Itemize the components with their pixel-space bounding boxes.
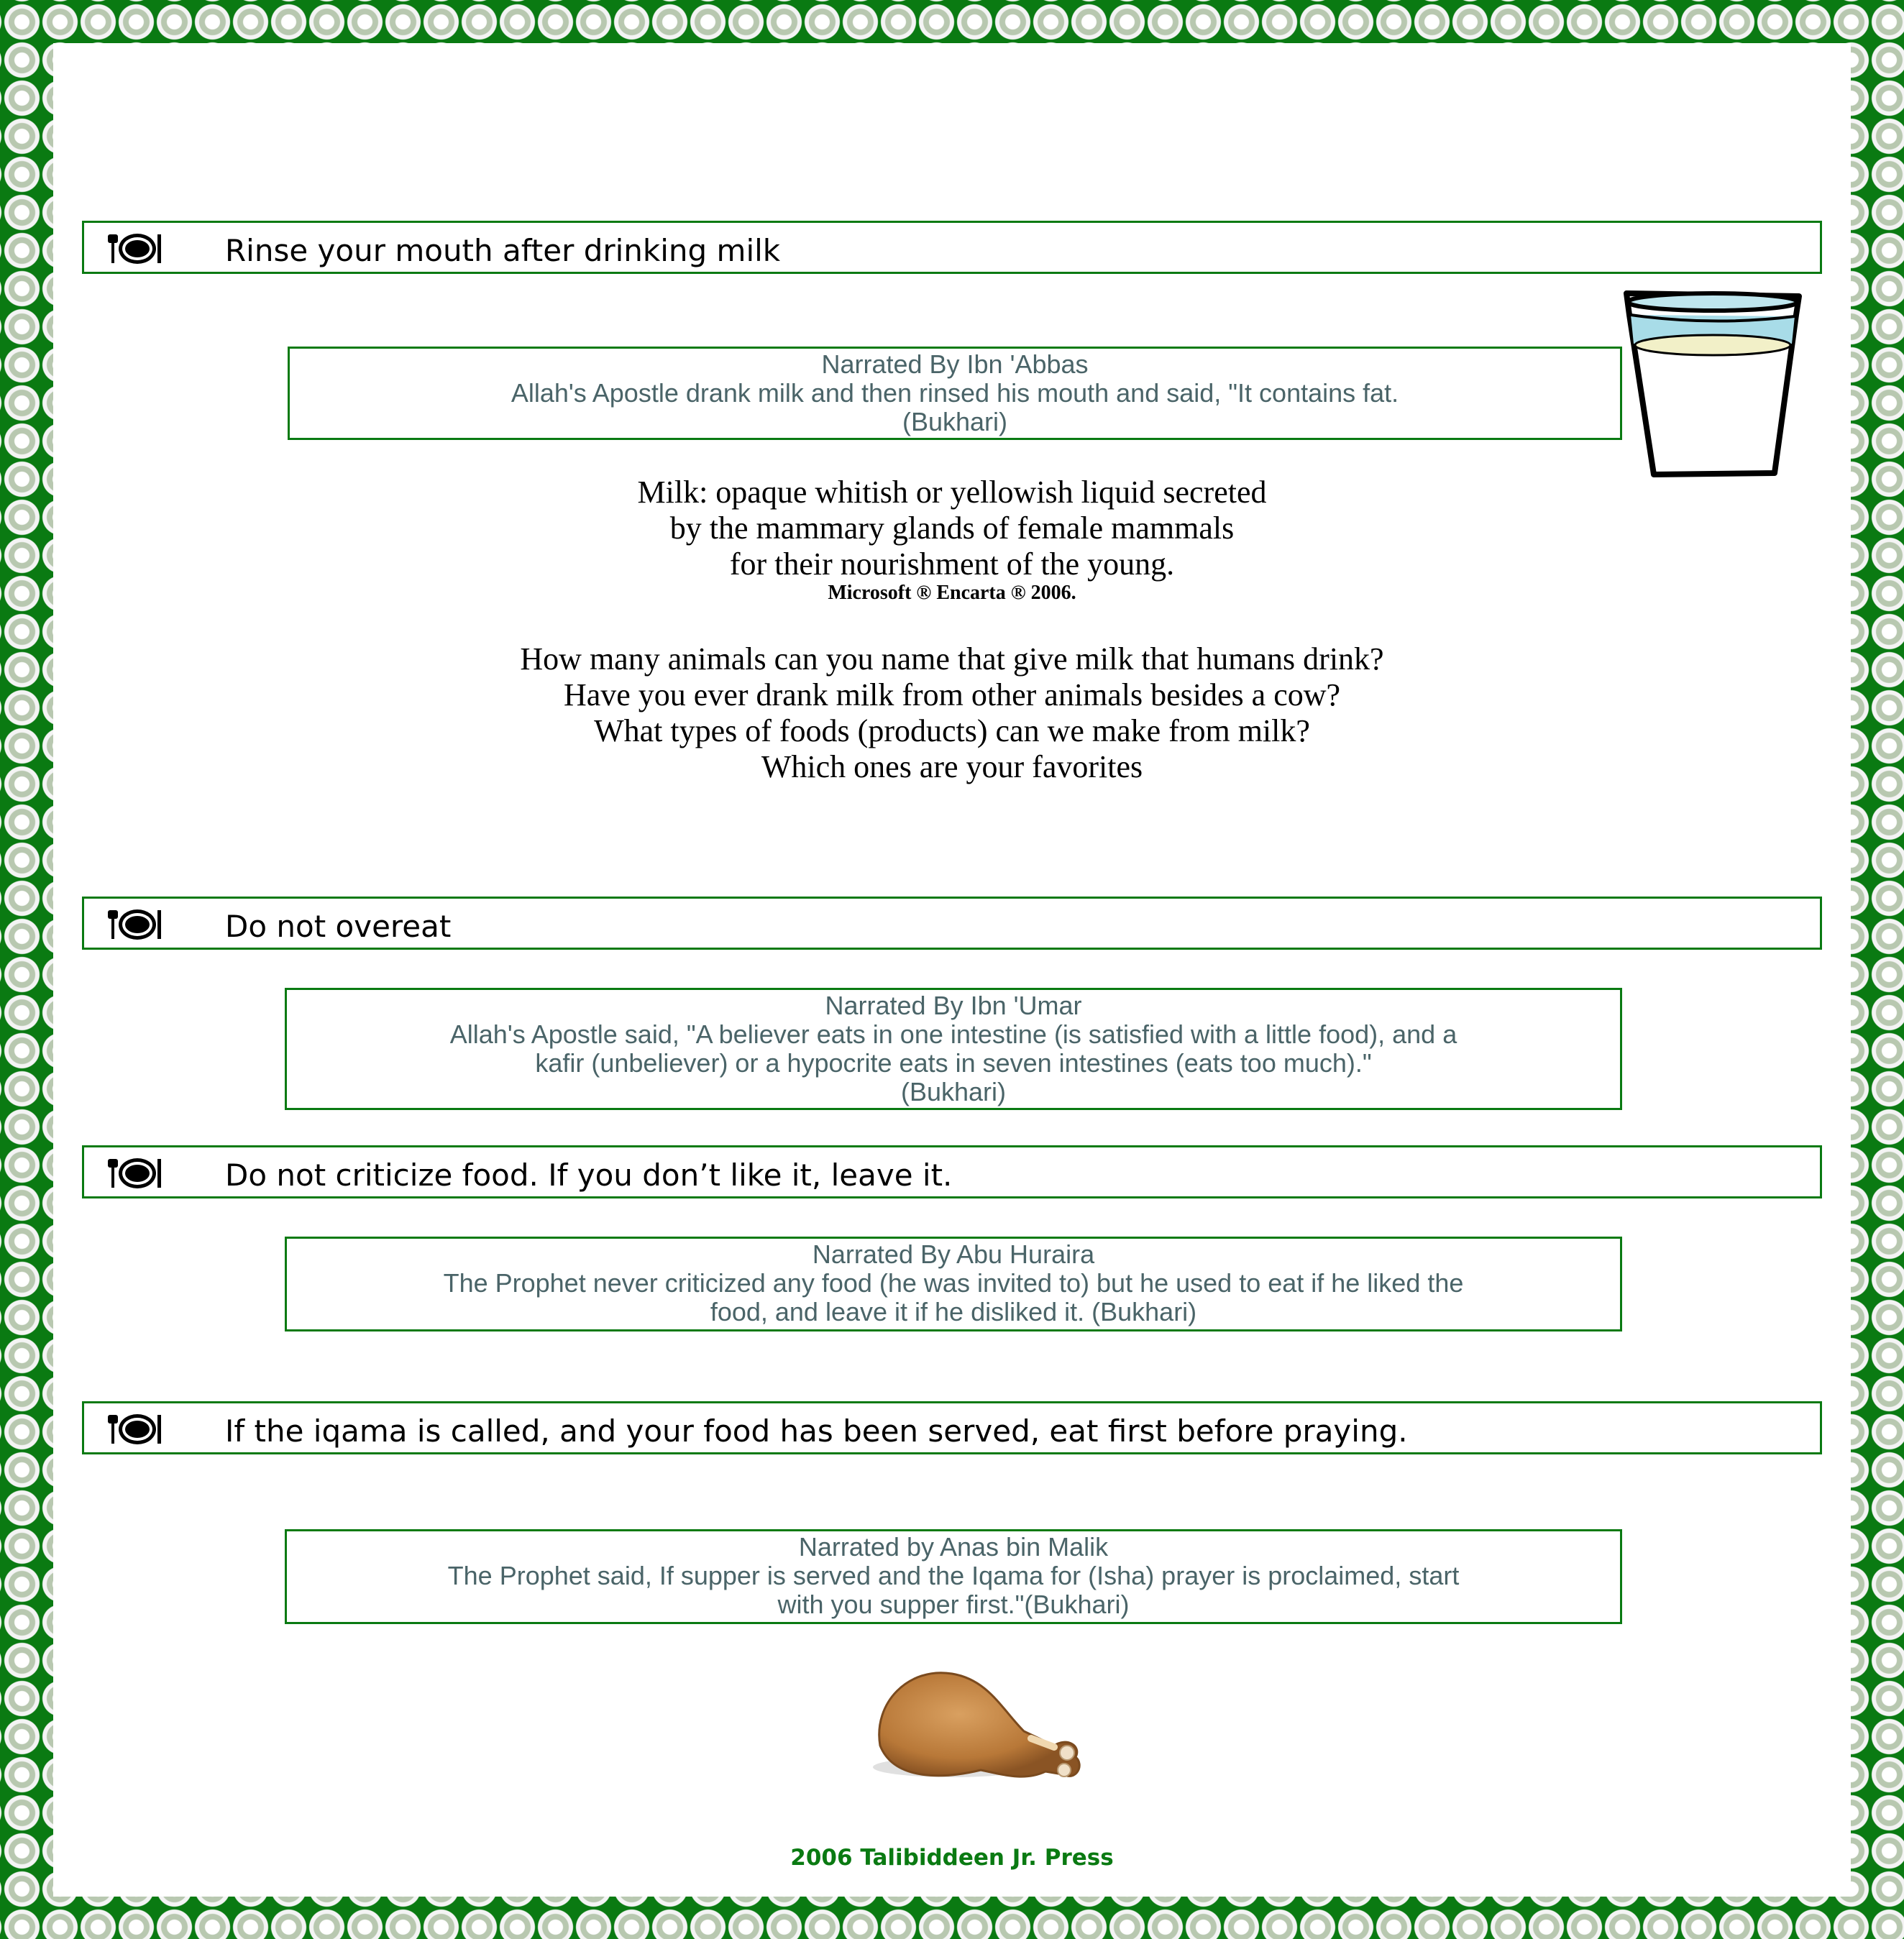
definition-source: Microsoft ® Encarta ® 2006. [828, 582, 1076, 604]
heading-box-rinse [82, 221, 1822, 274]
plate-fork-icon [106, 1156, 163, 1191]
question-line: Which ones are your favorites [761, 749, 1143, 784]
heading-text: Do not overeat [225, 909, 452, 944]
heading-box-iqama [82, 1401, 1822, 1454]
question-line: Have you ever drank milk from other animals besides a cow? [563, 677, 1341, 712]
hadith-line: with you supper first."(Bukhari) [777, 1590, 1130, 1619]
hadith-line: (Bukhari) [902, 407, 1008, 436]
narrator: Narrated By Ibn 'Abbas [821, 349, 1089, 379]
hadith-line: Allah's Apostle drank milk and then rinsed his mouth and said, "It contains fat. [511, 378, 1399, 408]
narrator: Narrated By Ibn 'Umar [825, 991, 1082, 1020]
narrator: Narrated By Abu Huraira [812, 1239, 1095, 1269]
heading-box-overeat [82, 897, 1822, 950]
question-line: What types of foods (products) can we make from milk? [594, 713, 1310, 748]
heading-text: Do not criticize food. If you don’t like it, leave it. [225, 1158, 953, 1193]
hadith-line: (Bukhari) [900, 1077, 1007, 1106]
definition-line: by the mammary glands of female mammals [669, 510, 1235, 546]
hadith-line: Allah's Apostle said, "A believer eats in one intestine (is satisfied with a little food), and a [449, 1019, 1457, 1049]
hadith-box-abu-huraira [285, 1237, 1622, 1331]
narrator: Narrated by Anas bin Malik [798, 1532, 1109, 1562]
hadith-line: kafir (unbeliever) or a hypocrite eats in seven intestines (eats too much)." [535, 1048, 1372, 1078]
plate-fork-icon [106, 907, 163, 942]
definition-line: for their nourishment of the young. [729, 546, 1175, 582]
hadith-line: The Prophet said, If supper is served and the Iqama for (Isha) prayer is proclaimed, start [447, 1561, 1460, 1590]
footer-credit: 2006 Talibiddeen Jr. Press [790, 1845, 1114, 1871]
heading-text: Rinse your mouth after drinking milk [225, 233, 781, 268]
heading-box-criticize [82, 1145, 1822, 1198]
milk-definition [53, 475, 1851, 604]
plate-fork-icon [106, 232, 163, 266]
glass-of-milk-icon [1619, 286, 1806, 480]
question-line: How many animals can you name that give milk that humans drink? [520, 641, 1384, 677]
document-sheet [53, 43, 1851, 1897]
hadith-box-anas [285, 1529, 1622, 1624]
definition-line: Milk: opaque whitish or yellowish liquid secreted [637, 475, 1267, 510]
hadith-line: The Prophet never criticized any food (he was invited to) but he used to eat if he liked the [443, 1268, 1464, 1298]
discussion-questions [53, 641, 1851, 785]
chicken-drumstick-icon [866, 1638, 1096, 1810]
heading-text: If the iqama is called, and your food has been served, eat first before praying. [225, 1413, 1408, 1449]
hadith-box-ibn-abbas [288, 347, 1622, 440]
hadith-line: food, and leave it if he disliked it. (Bukhari) [710, 1297, 1197, 1326]
plate-fork-icon [106, 1412, 163, 1447]
hadith-box-ibn-umar [285, 988, 1622, 1110]
